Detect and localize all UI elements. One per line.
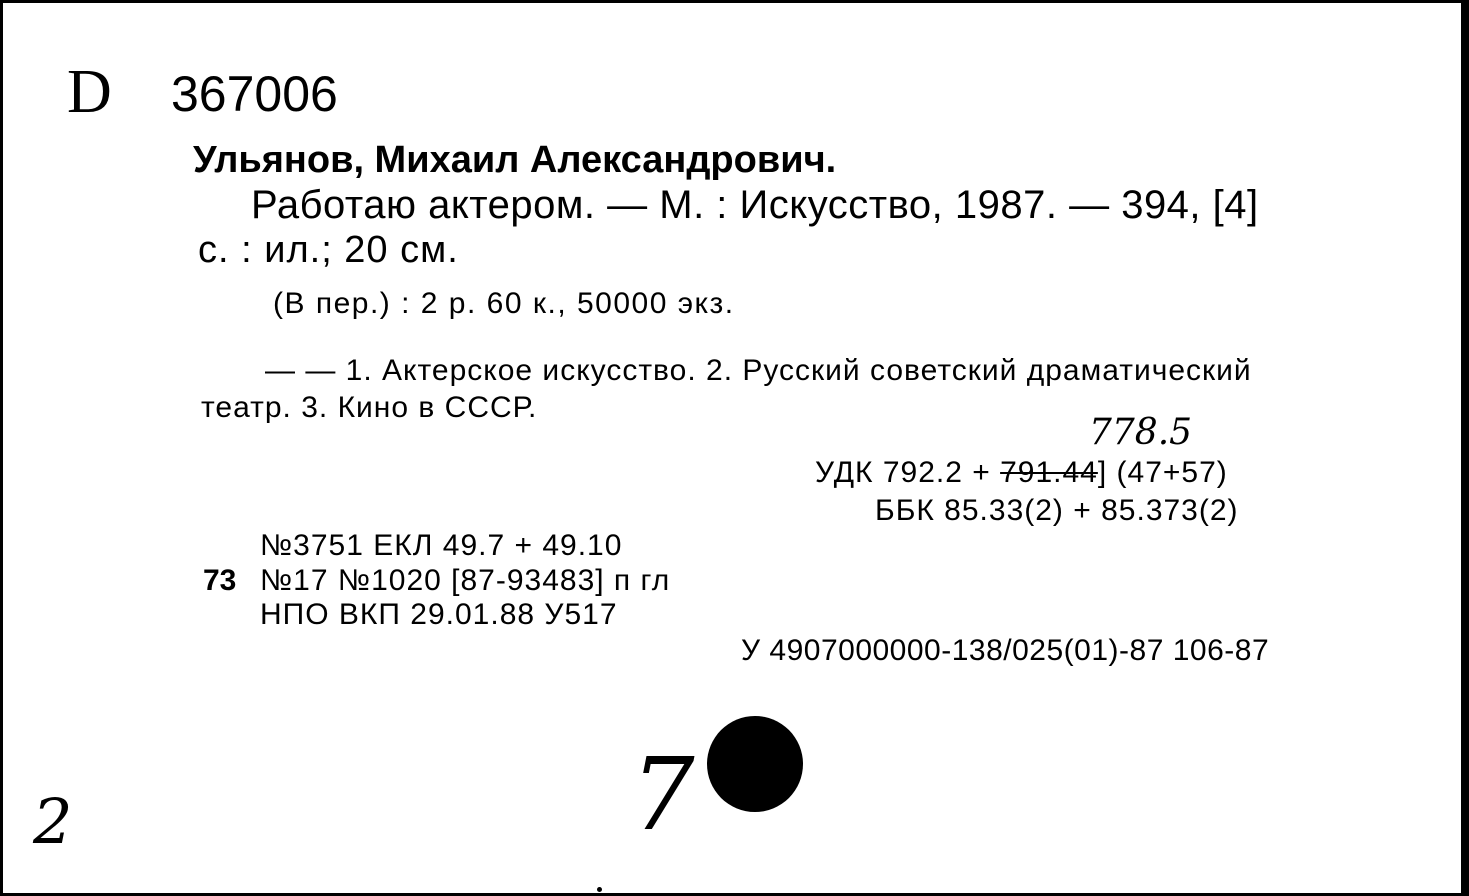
publication-code: У 4907000000-138/025(01)-87 106-87 <box>741 634 1270 667</box>
handwritten-mark-center: 7 <box>631 736 695 853</box>
title-line-2: с. : ил.; 20 см. <box>198 229 459 271</box>
handwritten-mark-left: 2 <box>33 785 73 858</box>
registry-line-2-prefix: 73 <box>203 564 237 597</box>
udk-line <box>815 458 1228 488</box>
bbk-line: ББК 85.33(2) + 85.373(2) <box>875 494 1239 527</box>
subjects-line-1: — — 1. Актерское искусство. 2. Русский советский драматический <box>265 354 1252 387</box>
registry-line-3: НПО ВКП 29.01.88 У517 <box>260 598 618 631</box>
udk-suffix: ] (47+57) <box>1097 456 1228 489</box>
registry-line-1: №3751 ЕКЛ 49.7 + 49.10 <box>260 529 623 562</box>
udk-handwritten-correction: 778.5 <box>1089 412 1193 453</box>
binding-price: (В пер.) : 2 р. 60 к., 50000 экз. <box>273 287 735 320</box>
udk-prefix: УДК 792.2 + <box>815 456 991 489</box>
speck-icon <box>597 887 602 892</box>
author-heading: Ульянов, Михаил Александрович. <box>193 139 837 181</box>
punched-hole-icon <box>707 716 803 812</box>
title-line-1: Работаю актером. — М. : Искусство, 1987. — 394, [4] <box>251 183 1259 227</box>
card-number: 367006 <box>171 66 338 122</box>
collection-letter: D <box>67 58 112 126</box>
registry-line-2: №17 №1020 [87-93483] п гл <box>260 564 671 597</box>
subjects-line-2: театр. 3. Кино в СССР. <box>201 391 538 424</box>
udk-struck-code: 791.44 <box>1000 456 1098 489</box>
